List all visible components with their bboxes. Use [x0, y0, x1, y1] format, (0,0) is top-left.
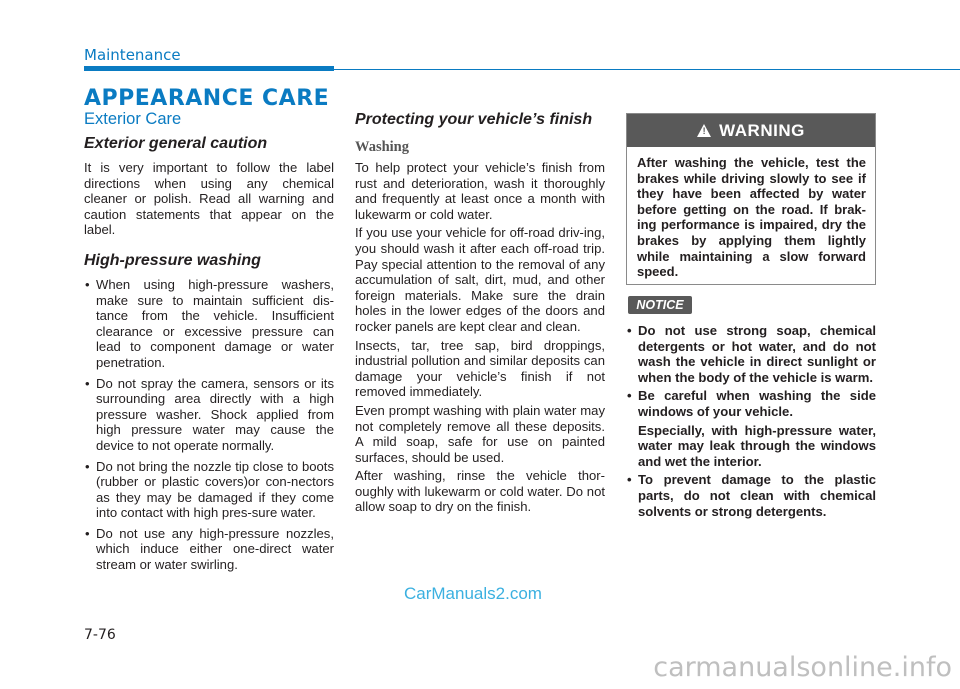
list-item: • Do not spray the camera, sensors or its surrounding area directly with a high pressure washer. Shock applied from high pressure water may cause the device to not operate normally.: [84, 376, 334, 454]
warning-text: After washing the vehicle, test the brakes while driving slowly to see if they have been affected by water before getting on the road. If brak-ing performance is impaired, dry the brakes by applying them lightly while maintaining a slow forward speed.: [637, 155, 866, 280]
list-item: • Do not use any high-pressure nozzles, which induce either one-direct water stream or water swirling.: [84, 526, 334, 573]
footer-site-link[interactable]: carmanualsonline.info: [653, 652, 952, 683]
warning-triangle-icon: !: [697, 124, 711, 137]
list-item: • Do not use strong soap, chemical detergents or hot water, and do not wash the vehicle in direct sunlight or when the body of the vehicle is warm.: [626, 323, 876, 385]
warning-box: [626, 113, 876, 285]
warning-label: WARNING: [719, 120, 805, 140]
general-caution-heading: Exterior general caution: [84, 135, 268, 152]
column-middle: [355, 110, 605, 518]
washing-paragraph: Even prompt washing with plain water may not completely remove all these deposits. A mild soap, safe for use on painted surfaces, should be used.: [355, 402, 605, 465]
exterior-care-heading: Exterior Care: [84, 110, 182, 128]
header-rule-thick: [84, 66, 334, 71]
washing-paragraph: After washing, rinse the vehicle thor-oughly with lukewarm or cold water. Do not allow soap to dry on the finish.: [355, 468, 605, 515]
pressure-washing-list: [84, 277, 334, 573]
washing-paragraph: To help protect your vehicle’s finish from rust and deterioration, wash it thoroughly and frequently at least once a month with lukewarm or cold water.: [355, 160, 605, 222]
washing-paragraph: If you use your vehicle for off-road driv-ing, you should wash it after each off-road trip. Pay special attention to the removal of any accumulation of salt, dirt, mud, and other foreign materials. Make sure the drain holes in the lower edges of the doors and rocker panels are kept clear and clean.: [355, 225, 605, 334]
header-rule-thin: [334, 69, 960, 71]
notice-list: [626, 323, 876, 522]
page-number: 7-76: [84, 627, 116, 643]
list-item: • Be careful when washing the side windows of your vehicle.: [626, 388, 876, 419]
list-item: • To prevent damage to the plastic parts, do not clean with chemical solvents or strong detergents.: [626, 472, 876, 519]
washing-heading: Washing: [355, 139, 409, 155]
warning-header: [627, 114, 875, 147]
washing-paragraph: Insects, tar, tree sap, bird droppings, industrial pollution and similar deposits can damage your vehicle’s finish if not removed immediately.: [355, 337, 605, 400]
column-left: [84, 110, 334, 578]
watermark-link[interactable]: CarManuals2.com: [404, 584, 542, 603]
general-caution-text: It is very important to follow the label directions when using any chemical cleaner or polish. Read all warning and caution statements that appear on the label.: [84, 160, 334, 238]
pressure-washing-heading: High-pressure washing: [84, 251, 261, 269]
finish-heading: Protecting your vehicle’s finish: [355, 111, 593, 128]
section-label: Maintenance: [84, 46, 181, 64]
list-item: • When using high-pressure washers, make sure to maintain sufficient dis-tance from the vehicle. Insufficient clearance or excessive pressure can lead to component damage or water penetration.: [84, 277, 334, 371]
notice-badge: NOTICE: [628, 296, 692, 314]
list-item: • Do not bring the nozzle tip close to boots (rubber or plastic covers)or con-nectors as they may be damaged if they come into contact with high pres-sure water.: [84, 459, 334, 521]
page-title: APPEARANCE CARE: [84, 86, 330, 111]
notice-continuation: Especially, with high-pressure water, water may leak through the windows and wet the interior.: [638, 422, 876, 469]
